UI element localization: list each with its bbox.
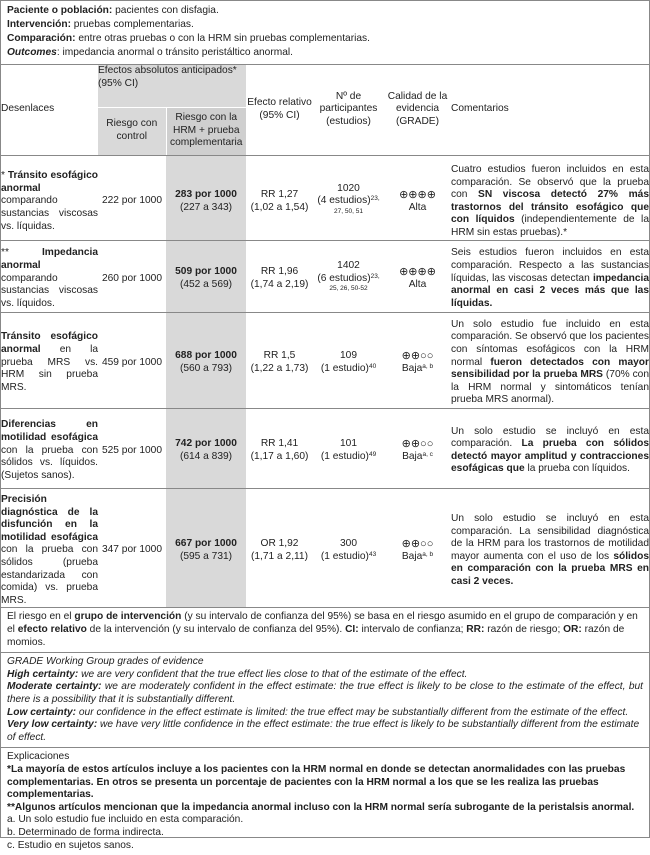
comparison-line: Comparación: entre otras pruebas o con la HRM sin pruebas complementarias. — [7, 33, 370, 44]
grade-title: GRADE Working Group grades of evidence — [7, 656, 204, 668]
comment: Un solo estudio se incluyó en esta comparación. La sensibilidad diagnóstica de la HRM para los trastornos de motilidad mayor aumenta con el uso de los sólidos en comparación con la prueba MRS en casi 2 veces. — [451, 494, 649, 608]
outcome-cell: * Tránsito esofágico anormal comparando sustancias viscosas vs. líquidas. — [1, 164, 98, 240]
intervention-line: Intervención: pruebas complementarias. — [7, 19, 194, 30]
control-risk: 347 por 1000 — [98, 494, 166, 608]
header-quality: Calidad de la evidencia (GRADE) — [384, 65, 451, 155]
quality: ⊕⊕⊕⊕ Alta — [384, 246, 451, 312]
header-outcomes: Desenlaces — [1, 65, 98, 155]
quality: ⊕⊕○○ Baja$^{a, b}$ — [384, 318, 451, 408]
grade-moderate: Moderate certainty: we are moderately confident in the effect estimate: the true effect is likely to be close to the estimate of the effect, but there is a possibility that it is substantially different. — [7, 681, 643, 705]
relative-effect: RR 1,27 (1,02 a 1,54) — [246, 164, 313, 240]
population-line: Paciente o población: pacientes con disfagia. — [7, 5, 219, 16]
relative-effect: RR 1,41 (1,17 a 1,60) — [246, 414, 313, 488]
comment: Cuatro estudios fueron incluidos en esta comparación. Se observó que la prueba con SN viscosa detectó 27% más trastornos del tránsito esofágico que con líquidos (independientemente de la HRM sin estas pruebas).* — [451, 164, 649, 240]
study-meta — [1, 1, 649, 65]
participants: 101 (1 estudio)$^{49}$ — [313, 414, 384, 488]
quality: ⊕⊕⊕⊕ Alta — [384, 164, 451, 240]
control-risk: 459 por 1000 — [98, 318, 166, 408]
relative-effect: OR 1,92 (1,71 a 2,11) — [246, 494, 313, 608]
header-absolute-effects: Efectos absolutos anticipados* (95% CI) — [98, 65, 246, 107]
table-footnote: El riesgo en el grupo de intervención (y su intervalo de confianza del 95%) se basa en el riesgo asumido en el grupo de comparación y en el efecto relativo de la intervención (y su intervalo de confianza del 95%). CI: intervalo de confianza; RR: razón de riesgo; OR: razón de momios. — [1, 608, 649, 653]
outcome-cell: Tránsito esofágico anormal en la prueba MRS vs. HRM sin prueba MRS. — [1, 318, 98, 408]
quality: ⊕⊕○○ Baja$^{a, b}$ — [384, 494, 451, 608]
relative-effect: RR 1,5 (1,22 a 1,73) — [246, 318, 313, 408]
header-participants: Nº de participantes (estudios) — [313, 65, 384, 155]
outcome-cell: Diferencias en motilidad esofágica con la prueba con sólidos vs. líquidos. (Sujetos sanos). — [1, 414, 98, 488]
header-relative-effect: Efecto relativo (95% CI) — [246, 65, 313, 155]
grade-verylow: Very low certainty: we have very little confidence in the effect estimate: the true effect is likely to be substantially different from the estimate of effect. — [7, 719, 640, 743]
quality-symbols-icon: ⊕⊕○○ — [401, 350, 434, 363]
table-row — [1, 164, 649, 240]
participants: 109 (1 estudio)$^{40}$ — [313, 318, 384, 408]
explanations — [1, 748, 649, 855]
quality-symbols-icon: ⊕⊕○○ — [401, 538, 434, 551]
header-risk-control: Riesgo con control — [98, 107, 166, 155]
quality-symbols-icon: ⊕⊕○○ — [401, 438, 434, 451]
table-row — [1, 494, 649, 608]
grade-low: Low certainty: our confidence in the effect estimate is limited: the true effect may be substantially different from the estimate of the effect. — [7, 706, 629, 718]
explanations-title: Explicaciones — [7, 751, 70, 763]
comment: Un solo estudio se incluyó en esta comparación. La prueba con sólidos detectó mayor amplitud y contracciones esofágicas que la prueba con líquidos. — [451, 414, 649, 488]
evidence-table — [1, 65, 649, 608]
explanation-star1: *La mayoría de estos artículos incluye a los pacientes con la HRM normal en donde se detectan anormalidades con las pruebas complementarias. En otros se presenta un porcentaje de pacientes con la HRM normal a los que se les realiza las pruebas complementarias. — [7, 763, 626, 801]
explanation-a: a. Un solo estudio fue incluido en esta comparación. — [7, 814, 244, 826]
hrm-risk: 667 por 1000 (595 a 731) — [166, 494, 246, 608]
hrm-risk: 688 por 1000 (560 a 793) — [166, 318, 246, 408]
explanation-b: b. Determinado de forma indirecta. — [7, 826, 164, 838]
header-comments: Comentarios — [451, 65, 649, 155]
explanation-star2: **Algunos artículos mencionan que la impedancia anormal incluso con la HRM normal sería subrogante de la peristalsis anormal. — [7, 801, 635, 813]
relative-effect: RR 1,96 (1,74 a 2,19) — [246, 246, 313, 312]
control-risk: 222 por 1000 — [98, 164, 166, 240]
participants: 1020 (4 estudios)$^{23, 27, 50, 51}$ — [313, 164, 384, 240]
quality: ⊕⊕○○ Baja$^{a, c}$ — [384, 414, 451, 488]
hrm-risk: 509 por 1000 (452 a 569) — [166, 246, 246, 312]
grade-levels — [1, 653, 649, 748]
outcomes-line: Outcomes: impedancia anormal o tránsito peristáltico anormal. — [7, 47, 293, 58]
hrm-risk: 742 por 1000 (614 a 839) — [166, 414, 246, 488]
comment: Seis estudios fueron incluidos en esta comparación. Respecto a las sustancias líquidas, las viscosas detectan impedancia anormal en casi 2 veces más que las líquidas. — [451, 246, 649, 312]
explanation-c: c. Estudio en sujetos sanos. — [7, 839, 134, 851]
table-row — [1, 318, 649, 408]
comment: Un solo estudio fue incluido en esta comparación. Se observó que los pacientes con síntomas esofágicos con la HRM normal fueron detectados con mayor sensibilidad por la prueba MRS (70% con la HRM normal y sintomáticos tenían prueba MRS anormal). — [451, 318, 649, 408]
table-row — [1, 246, 649, 312]
outcome-cell: Precisión diagnóstica de la disfunción en la motilidad esofágica con la prueba con sólidos (prueba estandarizada con comida) vs. prueba MRS. — [1, 494, 98, 608]
control-risk: 525 por 1000 — [98, 414, 166, 488]
quality-symbols-icon: ⊕⊕⊕⊕ — [399, 266, 436, 279]
hrm-risk: 283 por 1000 (227 a 343) — [166, 164, 246, 240]
control-risk: 260 por 1000 — [98, 246, 166, 312]
participants: 1402 (6 estudios)$^{23, 25, 26, 50-52}$ — [313, 246, 384, 312]
grade-high: High certainty: we are very confident that the true effect lies close to that of the estimate of the effect. — [7, 668, 468, 680]
quality-symbols-icon: ⊕⊕⊕⊕ — [399, 189, 436, 202]
header-risk-hrm: Riesgo con la HRM + prueba complementaria — [166, 107, 246, 155]
table-row — [1, 414, 649, 488]
outcome-cell: ** Impedancia anormal comparando sustancias viscosas vs. líquidos. — [1, 246, 98, 312]
participants: 300 (1 estudio)$^{43}$ — [313, 494, 384, 608]
